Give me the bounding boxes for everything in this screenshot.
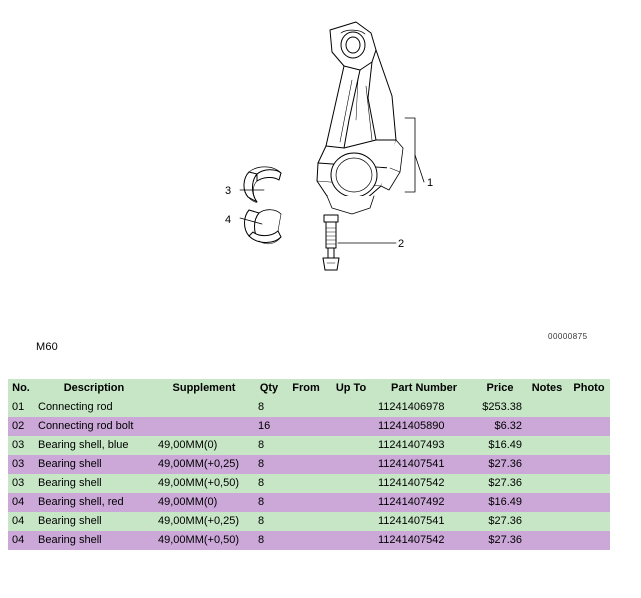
- cell-supplement: [154, 398, 254, 417]
- cell-part-number: 11241406978: [374, 398, 474, 417]
- cell-notes: [526, 455, 568, 474]
- cell-part-number: 11241407542: [374, 531, 474, 550]
- table-row[interactable]: [8, 398, 610, 417]
- cell-photo: [568, 398, 610, 417]
- cell-no: 03: [8, 436, 34, 455]
- cell-description: Bearing shell: [34, 531, 154, 550]
- cell-photo: [568, 417, 610, 436]
- cell-upto: [328, 398, 374, 417]
- parts-table: [8, 379, 610, 550]
- table-header-row: [8, 379, 610, 398]
- model-code: M60: [36, 341, 58, 353]
- cell-from: [284, 417, 328, 436]
- cell-description: Bearing shell: [34, 455, 154, 474]
- column-header-upto[interactable]: Up To: [328, 379, 374, 398]
- cell-upto: [328, 512, 374, 531]
- table-row[interactable]: [8, 436, 610, 455]
- cell-supplement: 49,00MM(0): [154, 436, 254, 455]
- cell-supplement: [154, 417, 254, 436]
- cell-from: [284, 436, 328, 455]
- cell-notes: [526, 417, 568, 436]
- column-header-notes[interactable]: Notes: [526, 379, 568, 398]
- cell-part-number: 11241405890: [374, 417, 474, 436]
- cell-photo: [568, 436, 610, 455]
- cell-qty: 8: [254, 493, 284, 512]
- column-header-supplement[interactable]: Supplement: [154, 379, 254, 398]
- column-header-description[interactable]: Description: [34, 379, 154, 398]
- column-header-price[interactable]: Price: [474, 379, 526, 398]
- cell-notes: [526, 436, 568, 455]
- cell-part-number: 11241407492: [374, 493, 474, 512]
- cell-notes: [526, 493, 568, 512]
- table-row[interactable]: [8, 455, 610, 474]
- table-row[interactable]: [8, 417, 610, 436]
- cell-supplement: 49,00MM(0): [154, 493, 254, 512]
- cell-upto: [328, 436, 374, 455]
- cell-supplement: 49,00MM(+0,25): [154, 512, 254, 531]
- cell-from: [284, 474, 328, 493]
- cell-from: [284, 512, 328, 531]
- cell-description: Connecting rod: [34, 398, 154, 417]
- table-row[interactable]: [8, 512, 610, 531]
- callout-3: 3: [225, 185, 232, 197]
- cell-photo: [568, 512, 610, 531]
- cell-upto: [328, 417, 374, 436]
- cell-description: Bearing shell: [34, 474, 154, 493]
- cell-qty: 8: [254, 474, 284, 493]
- cell-price: $27.36: [474, 455, 526, 474]
- cell-qty: 16: [254, 417, 284, 436]
- cell-no: 01: [8, 398, 34, 417]
- cell-upto: [328, 474, 374, 493]
- cell-part-number: 11241407493: [374, 436, 474, 455]
- cell-photo: [568, 474, 610, 493]
- cell-description: Bearing shell: [34, 512, 154, 531]
- cell-upto: [328, 531, 374, 550]
- cell-description: Connecting rod bolt: [34, 417, 154, 436]
- cell-qty: 8: [254, 398, 284, 417]
- cell-no: 04: [8, 531, 34, 550]
- document-code: 00000875: [548, 332, 588, 341]
- cell-photo: [568, 455, 610, 474]
- cell-no: 03: [8, 474, 34, 493]
- cell-supplement: 49,00MM(+0,50): [154, 474, 254, 493]
- cell-upto: [328, 455, 374, 474]
- cell-no: 02: [8, 417, 34, 436]
- table-row[interactable]: [8, 531, 610, 550]
- cell-photo: [568, 493, 610, 512]
- cell-qty: 8: [254, 531, 284, 550]
- cell-notes: [526, 398, 568, 417]
- cell-price: $253.38: [474, 398, 526, 417]
- cell-from: [284, 398, 328, 417]
- cell-supplement: 49,00MM(+0,25): [154, 455, 254, 474]
- cell-price: $27.36: [474, 474, 526, 493]
- cell-from: [284, 531, 328, 550]
- cell-no: 03: [8, 455, 34, 474]
- cell-upto: [328, 493, 374, 512]
- cell-description: Bearing shell, blue: [34, 436, 154, 455]
- cell-notes: [526, 512, 568, 531]
- cell-supplement: 49,00MM(+0,50): [154, 531, 254, 550]
- cell-part-number: 11241407541: [374, 455, 474, 474]
- callout-2: 2: [398, 238, 405, 250]
- column-header-photo[interactable]: Photo: [568, 379, 610, 398]
- cell-description: Bearing shell, red: [34, 493, 154, 512]
- cell-from: [284, 455, 328, 474]
- cell-qty: 8: [254, 436, 284, 455]
- cell-no: 04: [8, 493, 34, 512]
- callout-1: 1: [427, 177, 434, 189]
- cell-price: $6.32: [474, 417, 526, 436]
- column-header-from[interactable]: From: [284, 379, 328, 398]
- cell-from: [284, 493, 328, 512]
- cell-part-number: 11241407542: [374, 474, 474, 493]
- column-header-qty[interactable]: Qty: [254, 379, 284, 398]
- column-header-no[interactable]: No.: [8, 379, 34, 398]
- cell-qty: 8: [254, 455, 284, 474]
- table-row[interactable]: [8, 474, 610, 493]
- cell-qty: 8: [254, 512, 284, 531]
- cell-no: 04: [8, 512, 34, 531]
- cell-notes: [526, 474, 568, 493]
- table-body: [8, 398, 610, 550]
- cell-price: $27.36: [474, 531, 526, 550]
- cell-price: $16.49: [474, 493, 526, 512]
- cell-price: $16.49: [474, 436, 526, 455]
- cell-notes: [526, 531, 568, 550]
- column-header-part-number[interactable]: Part Number: [374, 379, 474, 398]
- cell-part-number: 11241407541: [374, 512, 474, 531]
- callout-4: 4: [225, 214, 232, 226]
- table-row[interactable]: [8, 493, 610, 512]
- cell-photo: [568, 531, 610, 550]
- cell-price: $27.36: [474, 512, 526, 531]
